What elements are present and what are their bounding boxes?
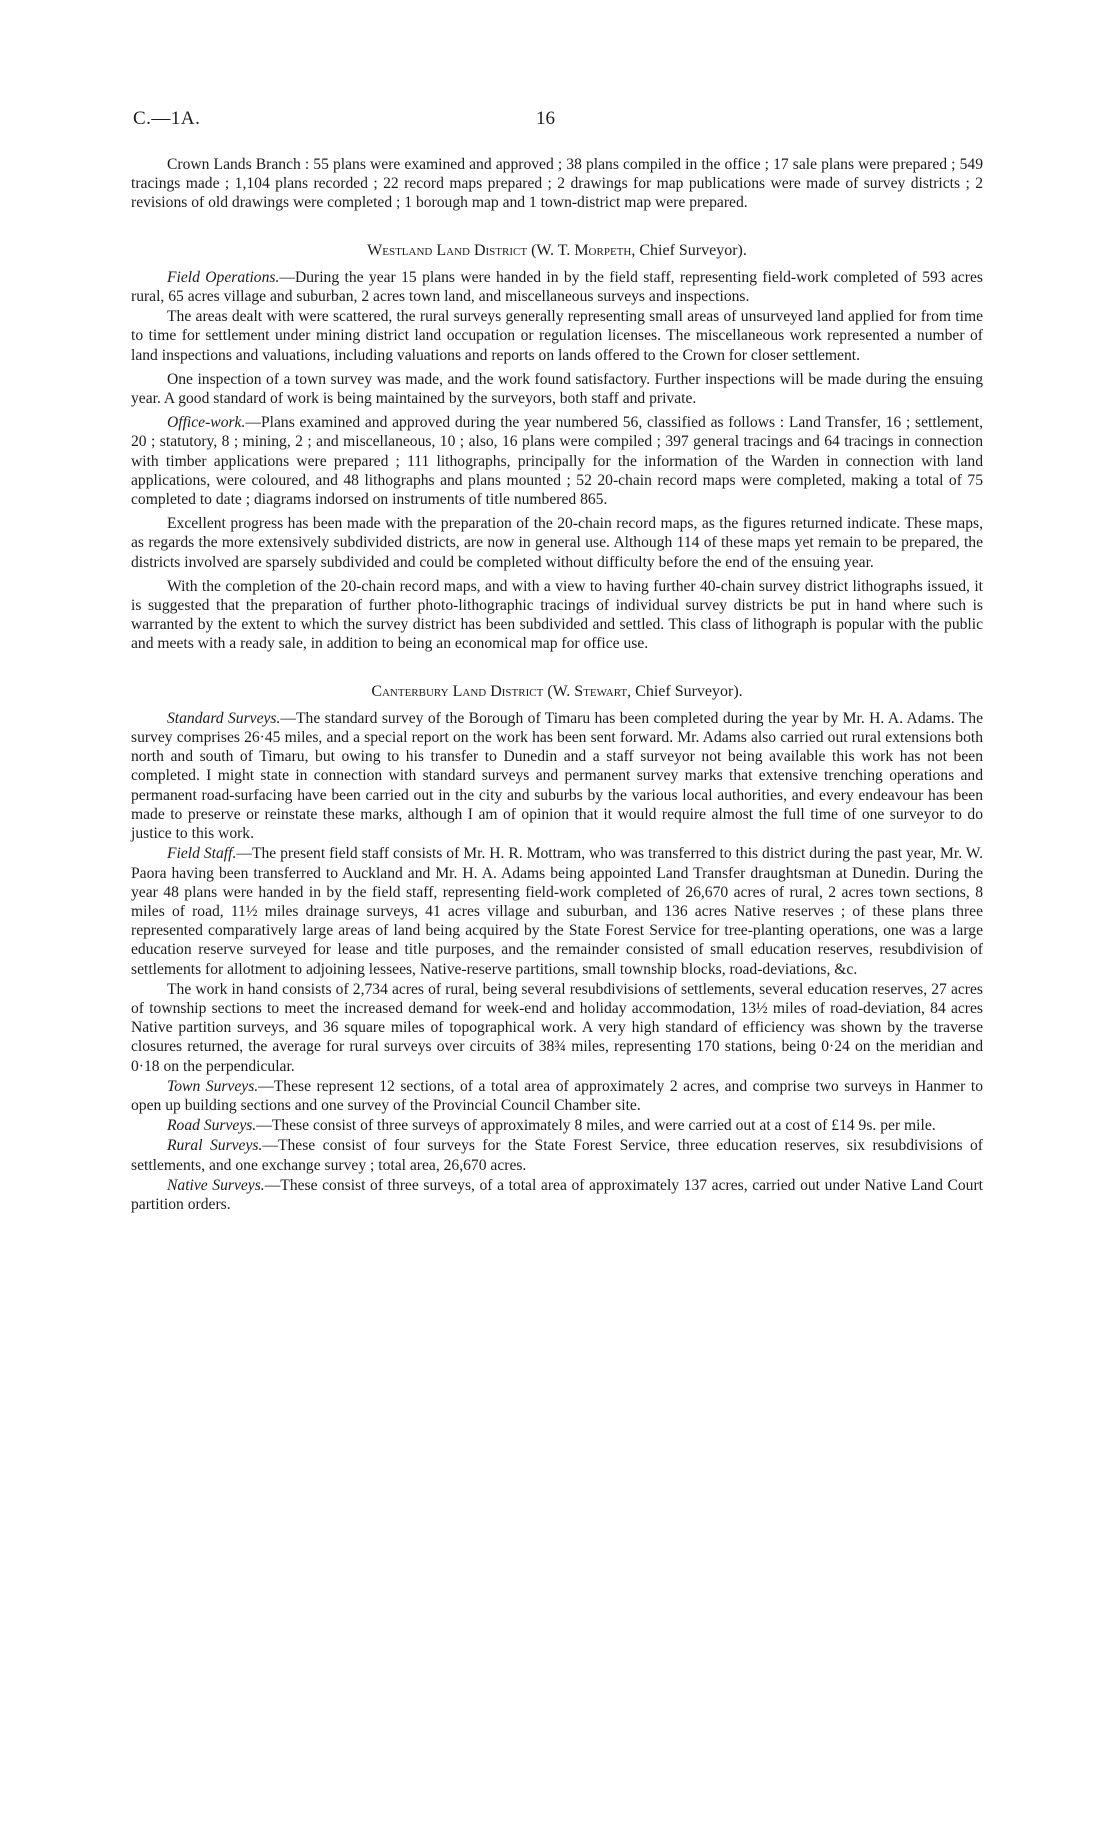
canterbury-rural-surveys xyxy=(131,1136,983,1174)
westland-field-operations xyxy=(131,268,983,306)
canterbury-native-surveys xyxy=(131,1176,983,1214)
field-operations-text: —During the year 15 plans were handed in by the field staff, representing field-work completed of 593 acres rural, 65 acres village and suburban, 2 acres town land, and miscellaneous surveys and inspections. xyxy=(131,268,983,306)
canterbury-work-in-hand: The work in hand consists of 2,734 acres of rural, being several resubdivisions of settlements, several education reserves, 27 acres of township sections to meet the increased demand for week-end and holiday accommodation, 13½ miles of road-deviation, 84 acres Native partition surveys, and 36 square miles of topographical work. A very high standard of efficiency was shown by the traverse closures returned, the average for rural surveys over circuits of 38¾ miles, representing 170 stations, being 0·24 on the meridian and 0·18 on the perpendicular. xyxy=(131,980,983,1075)
westland-paragraph-5: Excellent progress has been made with the preparation of the 20-chain record maps, as the figures returned indicate. These maps, as regards the more extensively subdivided districts, are now in general use. Although 114 of these maps yet remain to be prepared, the districts involved are sparsely subdivided and could be completed without difficulty before the end of the ensuing year. xyxy=(131,515,983,571)
westland-surname: Morpeth xyxy=(574,241,632,259)
standard-surveys-text: —The standard survey of the Borough of Timaru has been completed during the year by Mr. H. A. Adams. The survey comprises 26·45 miles, and a special report on the work has been sent forward. Mr. Adams also carried out rural extensions both north and south of Timaru, but owing to his transfer to Dunedin and a staff surveyor not being available this work has not been completed. I might state in connection with standard surveys and permanent survey marks that extensive trenching operations and permanent road-surfacing have been carried out in the city and suburbs by the various local authorities, and every endeavour has been made to preserve or reinstate these marks, although I am of opinion that it would require almost the full time of one surveyor to do justice to this work. xyxy=(131,709,983,843)
westland-person: (W. T. xyxy=(531,241,575,259)
field-staff-label: Field Staff. xyxy=(167,845,237,863)
westland-role: , Chief Surveyor). xyxy=(631,241,747,259)
office-work-label: Office-work. xyxy=(167,414,246,432)
town-surveys-label: Town Surveys. xyxy=(167,1077,259,1095)
document-body xyxy=(131,155,983,1215)
canterbury-person: (W. xyxy=(547,682,575,700)
canterbury-heading xyxy=(131,682,983,701)
westland-paragraph-3: One inspection of a town survey was made, and the work found satisfactory. Further inspections will be made during the ensuing year. A good standard of work is being maintained by the surveyors, both staff and private. xyxy=(131,370,983,408)
field-staff-text: —The present field staff consists of Mr. H. R. Mottram, who was transferred to this district during the past year, Mr. W. Paora having been transferred to Auckland and Mr. H. A. Adams being appointed Land Transfer draughtsman at Dunedin. During the year 48 plans were handed in by the field staff, representing field-work completed of 26,670 acres of rural, 2 acres town sections, 8 miles of road, 11½ miles drainage surveys, 41 acres village and suburban, and 136 acres Native reserves ; of these plans three represented comparatively large areas of land being acquired by the State Forest Service for tree-planting operations, one was a large education reserve surveyed for lease and title purposes, and the remainder consisted of small education reserves, resubdivision of settlements for allotment to adjoining lessees, Native-reserve partitions, small township blocks, road-deviations, &c. xyxy=(131,845,983,978)
page-number: 16 xyxy=(536,108,555,129)
standard-surveys-label: Standard Surveys. xyxy=(167,709,281,727)
field-operations-label: Field Operations. xyxy=(167,268,280,286)
canterbury-road-surveys xyxy=(131,1116,983,1135)
westland-district-name: Westland Land District xyxy=(367,241,528,259)
road-surveys-label: Road Surveys. xyxy=(167,1117,257,1135)
crown-lands-paragraph: Crown Lands Branch : 55 plans were examined and approved ; 38 plans compiled in the office ; 17 sale plans were prepared ; 549 tracings made ; 1,104 plans recorded ; 22 record maps prepared ; 2 drawings for map publications were made of survey districts ; 2 revisions of old drawings were completed ; 1 borough map and 1 town-district map were prepared. xyxy=(131,156,983,212)
westland-heading xyxy=(131,241,983,260)
westland-office-work xyxy=(131,413,983,509)
town-surveys-text: —These represent 12 sections, of a total area of approximately 2 acres, and comprise two surveys in Hanmer to open up building sections and one survey of the Provincial Council Chamber site. xyxy=(131,1077,984,1114)
rural-surveys-text: —These consist of four surveys for the State Forest Service, three education reserves, six resubdivisions of settlements, and one exchange survey ; total area, 26,670 acres. xyxy=(131,1137,983,1174)
canterbury-standard-surveys xyxy=(131,709,983,843)
canterbury-district-name: Canterbury Land District xyxy=(371,682,544,700)
westland-paragraph-6: With the completion of the 20-chain record maps, and with a view to having further 40-chain survey district lithographs issued, it is suggested that the preparation of further photo-lithographic tracings of individual survey districts be put in hand where such is warranted by the extent to which the survey district has been subdivided and settled. This class of lithograph is popular with the public and meets with a ready sale, in addition to being an economical map for office use. xyxy=(131,577,983,653)
westland-paragraph-2: The areas dealt with were scattered, the rural surveys generally representing small areas of unsurveyed land applied for from time to time for settlement under mining district land occupation or regulation licenses. The miscellaneous work represented a number of land inspections and valuations, including valuations and reports on lands offered to the Crown for closer settlement. xyxy=(131,308,983,364)
office-work-text: —Plans examined and approved during the year numbered 56, classified as follows : Land Transfer, 16 ; settlement, 20 ; statutory, 8 ; mining, 2 ; and miscellaneous, 10 ; also, 16 plans were compiled ; 397 general tracings and 64 tracings in connection with timber applications were prepared ; 111 lithographs, principally for the information of the Warden in connection with land applications, were coloured, and 48 lithographs and plans mounted ; 52 20-chain record maps were completed, making a total of 75 completed to date ; diagrams indorsed on instruments of title numbered 865. xyxy=(131,414,983,509)
native-surveys-label: Native Surveys. xyxy=(167,1176,265,1194)
rural-surveys-label: Rural Surveys. xyxy=(167,1137,263,1155)
native-surveys-text: —These consist of three surveys, of a total area of approximately 137 acres, carried out under Native Land Court partition orders. xyxy=(131,1176,983,1213)
canterbury-surname: Stewart xyxy=(574,682,628,700)
document-reference: C.—1A. xyxy=(133,108,201,129)
canterbury-field-staff xyxy=(131,844,983,978)
canterbury-role: , Chief Surveyor). xyxy=(627,682,743,700)
road-surveys-text: —These consist of three surveys of approximately 8 miles, and were carried out at a cost of £14 9s. per mile. xyxy=(256,1117,936,1135)
canterbury-town-surveys xyxy=(131,1077,983,1115)
